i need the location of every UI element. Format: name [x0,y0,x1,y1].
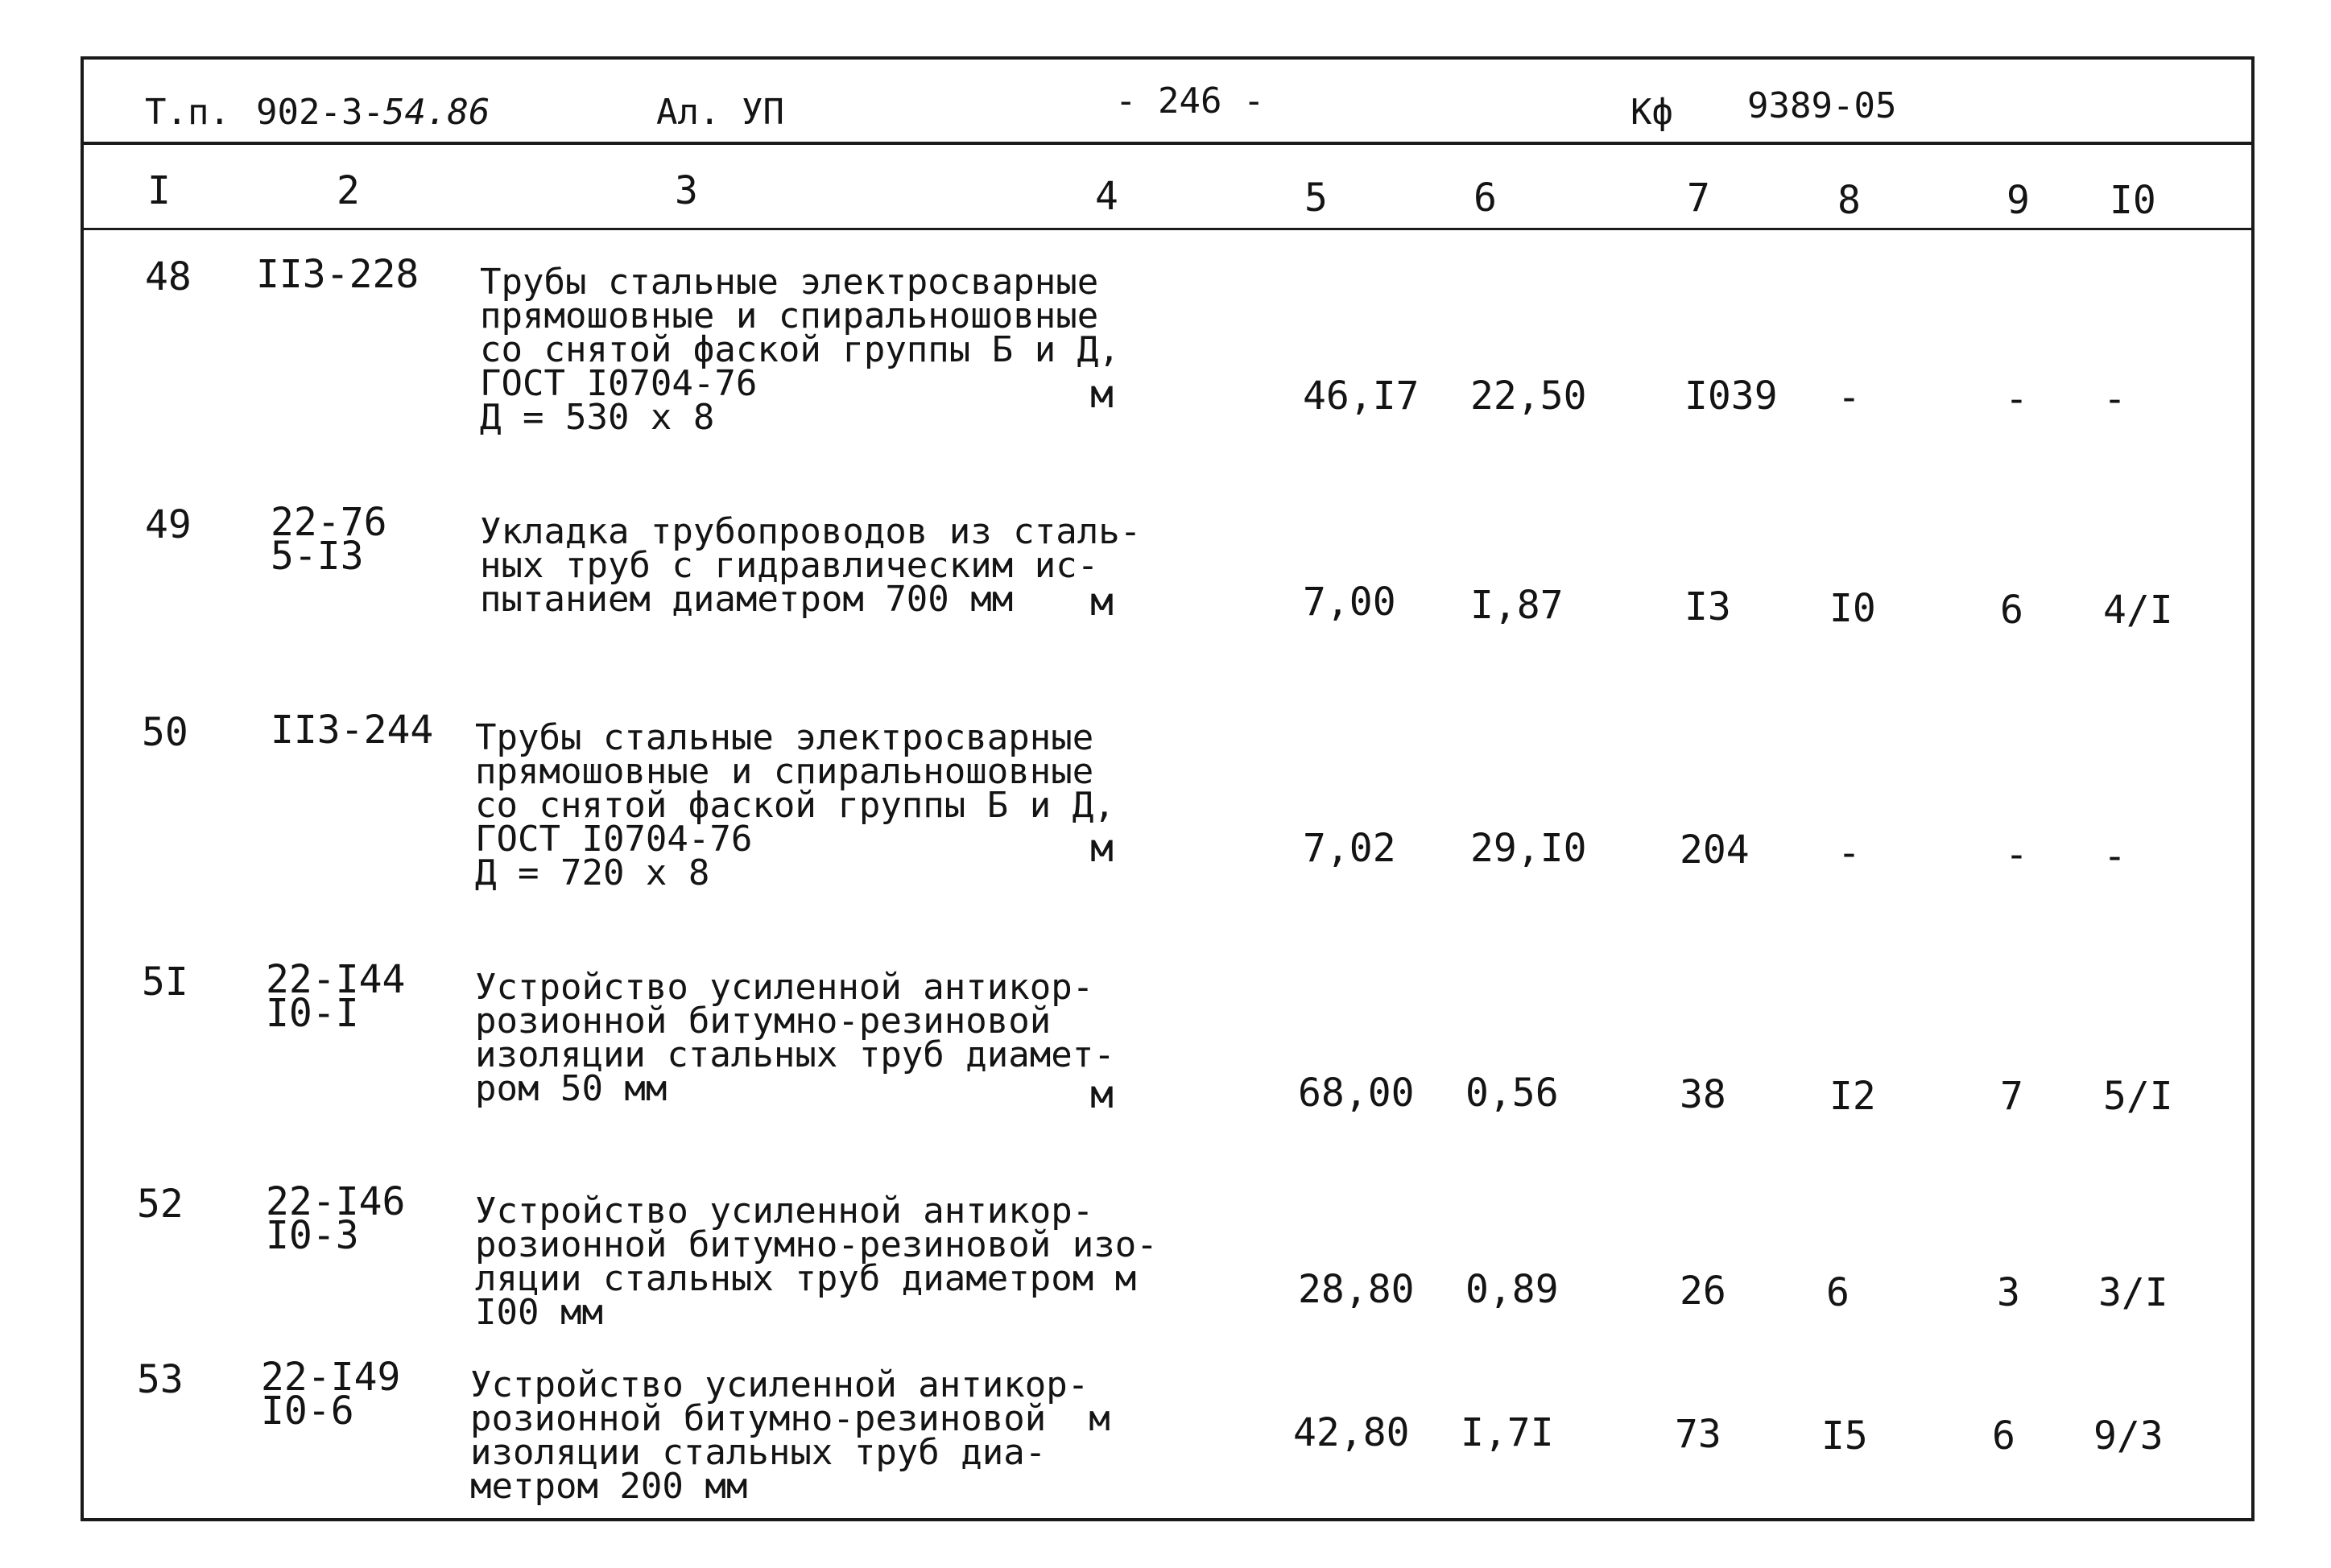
row-col7: 73 [1675,1412,1721,1457]
row-code: II3-228 [256,252,419,297]
row-col5: 68,00 [1298,1071,1415,1116]
row-number: 50 [142,710,188,755]
row-code: 22-76 5-I3 [271,500,387,579]
row-col5: 46,I7 [1303,373,1420,419]
row-col10: - [2103,834,2126,879]
row-col7: I039 [1684,373,1778,419]
row-number: 52 [137,1182,184,1227]
column-header-6: 6 [1473,175,1497,221]
column-header-10: I0 [2110,178,2156,223]
project-number-handwritten: 54.86 [383,92,490,133]
row-col8: 6 [1826,1270,1850,1315]
row-col7: 26 [1680,1269,1726,1314]
column-header-1: I [147,168,171,213]
row-col9: 6 [2000,588,2023,633]
project-prefix: Т.п. [145,92,230,133]
column-header-4: 4 [1095,174,1118,219]
row-col8: - [1837,375,1861,420]
row-col6: 22,50 [1470,373,1587,419]
row-col9: 7 [2000,1074,2023,1119]
column-header-5: 5 [1304,175,1328,221]
row-col7: 204 [1680,827,1750,873]
page-number: - 246 - [1115,80,1265,122]
project-number: 902-3- [256,92,384,133]
row-unit: м [1090,1072,1114,1117]
row-code: 22-I46 I0-3 [266,1179,406,1258]
header-divider [81,142,2255,145]
code-prefix: Кф [1630,92,1673,133]
row-col5: 42,80 [1293,1410,1410,1455]
row-col6: I,87 [1470,583,1564,628]
row-col8: I2 [1829,1074,1876,1119]
row-col9: 6 [1992,1413,2015,1459]
row-code: II3-244 [271,708,434,753]
row-col10: 4/I [2103,588,2173,633]
row-col8: - [1837,831,1861,876]
row-col5: 7,02 [1303,826,1396,871]
row-col6: 0,89 [1465,1267,1559,1312]
row-number: 5I [142,959,188,1005]
row-col10: - [2103,377,2126,422]
row-description: Укладка трубопроводов из сталь- ных труб с гидравлическим ис- пытанием диаметром 700 мм [480,511,1142,620]
row-col10: 3/I [2098,1270,2168,1315]
row-unit: м [1090,580,1114,625]
row-col6: I,7I [1461,1410,1554,1455]
row-col7: I3 [1684,584,1731,629]
row-number: 53 [137,1357,184,1402]
row-description: Устройство усиленной антикор- розионной битумно-резиновой изо- ляции стальных труб диаметром м I00 мм [475,1190,1158,1333]
row-col10: 9/3 [2093,1413,2164,1459]
row-description: Устройство усиленной антикор- розионной битумно-резиновой изоляции стальных труб диамет- ром 50 мм [475,967,1115,1109]
row-col5: 7,00 [1303,580,1396,625]
row-unit: м [1090,826,1114,871]
row-col8: I5 [1821,1413,1868,1459]
column-header-8: 8 [1837,178,1861,223]
row-code: 22-I49 I0-6 [261,1355,401,1434]
row-number: 48 [145,254,192,299]
column-header-7: 7 [1687,175,1710,221]
row-col9: - [2005,832,2028,877]
row-description: Устройство усиленной антикор- розионной битумно-резиновой м изоляции стальных труб диа- метром 200 мм [470,1364,1110,1507]
row-col9: 3 [1997,1270,2020,1315]
row-unit: м [1090,372,1114,417]
row-code: 22-I44 I0-I [266,957,406,1036]
row-col8: I0 [1829,586,1876,631]
code-number: 9389-05 [1747,85,1897,126]
row-col7: 38 [1680,1072,1726,1117]
column-header-9: 9 [2007,178,2030,223]
album-label: Ал. УП [656,92,784,133]
column-header-2: 2 [337,168,360,213]
row-number: 49 [145,502,192,547]
row-col6: 29,I0 [1470,826,1587,871]
row-col5: 28,80 [1298,1267,1415,1312]
row-col6: 0,56 [1465,1071,1559,1116]
column-header-3: 3 [675,168,698,213]
row-description: Трубы стальные электросварные прямошовные и спиральношовные со снятой фаской группы Б и Д, ГОСТ I0704-76 Д = 720 х 8 [475,717,1115,893]
row-col9: - [2005,377,2028,422]
column-header-divider [81,228,2255,230]
row-col10: 5/I [2103,1074,2173,1119]
row-description: Трубы стальные электросварные прямошовные и спиральношовные со снятой фаской группы Б и Д, ГОСТ I0704-76 Д = 530 х 8 [480,262,1120,438]
